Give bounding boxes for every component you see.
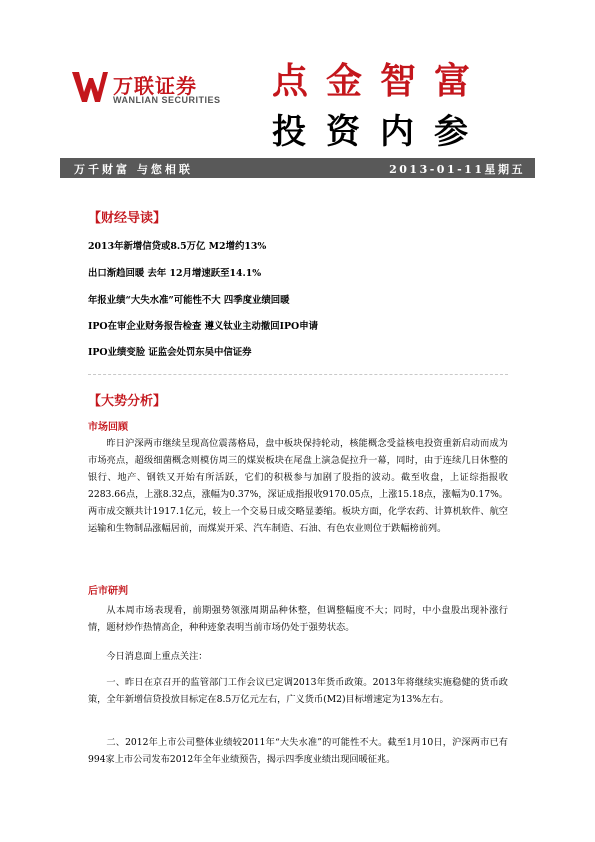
market-analysis-heading: 【大势分析】 — [88, 394, 167, 409]
logo-name-cn: 万联证券 — [113, 74, 197, 98]
news-intro: 今日消息面上重点关注： — [106, 651, 208, 662]
report-title-line1: 点金智富 — [272, 61, 489, 102]
slogan-date-banner — [60, 158, 535, 178]
headline-item: 2013年新增信贷或8.5万亿 M2增约13% — [88, 241, 267, 252]
headline-item: IPO在审企业财务报告检查 遵义钛业主动撤回IPO申请 — [88, 321, 318, 332]
report-date: 2013-01-11星期五 — [389, 163, 525, 176]
slogan-text: 万千财富 与您相联 — [74, 163, 193, 176]
company-logo — [72, 70, 252, 110]
finance-guide-heading: 【财经导读】 — [88, 211, 167, 226]
market-review-title: 市场回顾 — [88, 422, 128, 433]
news-item: 一、昨日在京召开的监管部门工作会议已定调2013年货币政策。2013年将继续实施稳健的货币政策，全年新增信贷投放目标定在8.5万亿元左右，广义货币(M2)目标增速定为13%左右。 — [88, 677, 508, 705]
report-title-line2: 投资内参 — [272, 112, 488, 152]
logo-name-en: WANLIAN SECURITIES — [113, 95, 221, 105]
headline-item: 出口渐趋回暖 去年 12月增速跃至14.1% — [88, 268, 262, 279]
market-outlook-title: 后市研判 — [88, 586, 128, 597]
news-item: 二、2012年上市公司整体业绩较2011年“大失水准”的可能性不大。截至1月10日，沪深两市已有994家上市公司发布2012年全年业绩预告，揭示四季度业绩出现回暖征兆。 — [88, 737, 508, 765]
headline-item: IPO业绩变脸 证监会处罚东吴中信证券 — [88, 347, 252, 358]
wanlian-logo-icon — [72, 70, 108, 104]
market-outlook-text: 从本周市场表现看，前期强势领涨周期品种休整，但调整幅度不大；同时，中小盘股出现补涨行情，题材炒作热情高企，种种迹象表明当前市场仍处于强势状态。 — [88, 605, 508, 633]
report-header — [0, 0, 595, 152]
section-divider — [88, 374, 508, 375]
market-review-text: 昨日沪深两市继续呈现高位震荡格局，盘中板块保持轮动，核能概念受益核电投资重新启动而成为市场亮点，超级细菌概念则模仿周三的煤炭板块在尾盘上演急促拉升一幕，同时，由于连续几日休整的银行、地产、钢铁又开始有所活跃，它们的积极参与加剧了股指的波动。截至收盘，上证综指报收2283.66点，上涨8.32点，涨幅为0.37%，深证成指报收9170.05点，上涨15.18点，涨幅为0.17%。两市成交额共计1917.1亿元，较上一个交易日成交略显萎缩。板块方面，化学农药、计算机软件、航空运输和生物制品涨幅居前，而煤炭开采、汽车制造、石油、有色农业则位于跌幅榜前列。 — [88, 438, 508, 534]
headline-item: 年报业绩“大失水准”可能性不大 四季度业绩回暖 — [88, 295, 290, 306]
